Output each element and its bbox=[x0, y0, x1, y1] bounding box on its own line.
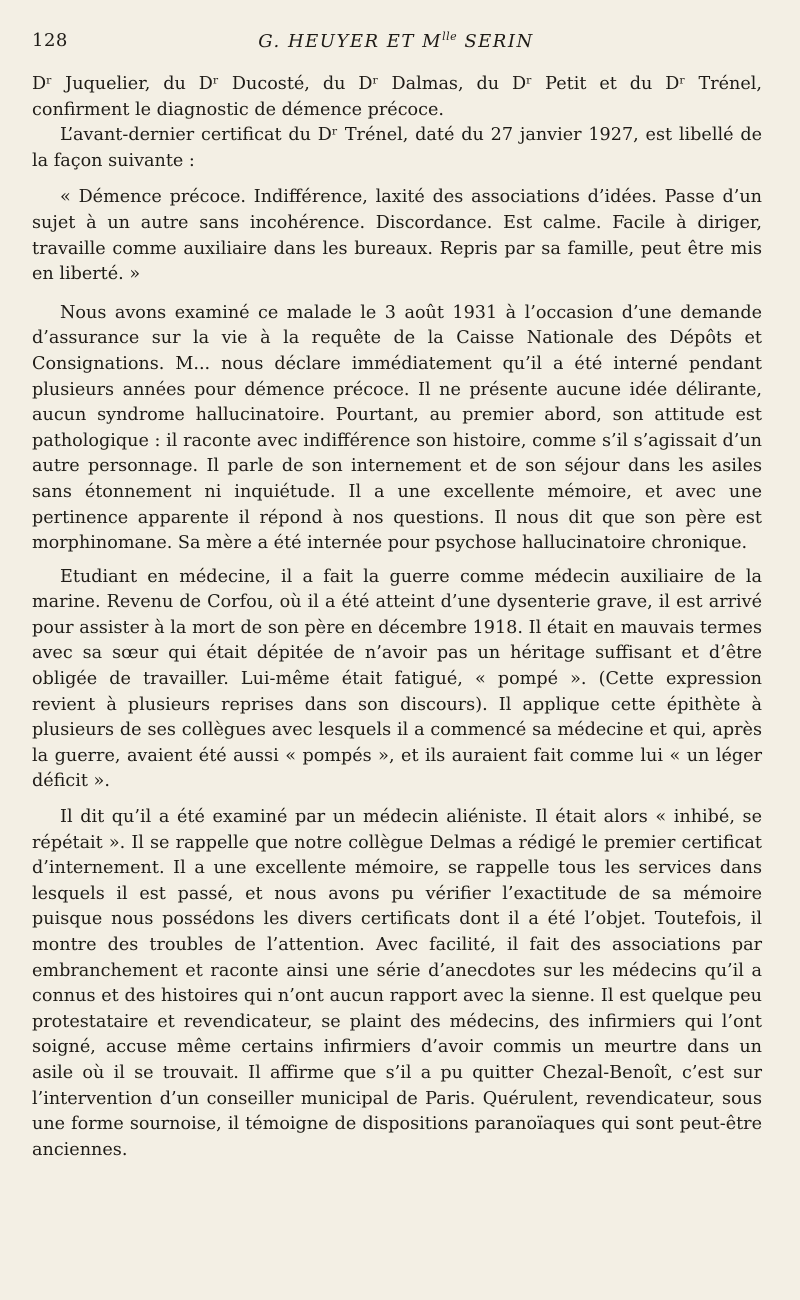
paragraph-observations: Il dit qu’il a été examiné par un médecin aliéniste. Il était alors « inhibé, se répétait ». Il se rappelle que notre collègue Delmas a rédigé le premier certificat d’internement. Il a une excellente mémoire, se rappelle tous les services dans lesquels il est passé, et nous avons pu vérifier l’exactitude de sa mémoire puisque nous possédons les divers certificats dont il a été l’objet. Toutefois, il montre des troubles de l’attention. Avec facilité, il fait des associations par embranchement et raconte ainsi une série d’anecdotes sur les médecins qu’il a connus et des histoires qui n’ont aucun rapport avec la sienne. Il est quelque peu protestataire et revendicateur, se plaint des médecins, des infirmiers qui l’ont soigné, accuse même certains infirmiers d’avoir commis un meurtre dans un asile où il se trouvait. Il affirme que s’il a pu quitter Chezal-Benoît, c’est sur l’intervention d’un conseiller municipal de Paris. Quérulent, revendicateur, sous une forme sournoise, il témoigne de dispositions paranoïaques qui sont peut-être anciennes. bbox=[32, 807, 762, 1160]
running-head-superscript: lle bbox=[442, 30, 458, 43]
running-head-authors: G. HEUYER ET M bbox=[258, 31, 443, 52]
page-number: 128 bbox=[32, 30, 68, 51]
paragraph-continuation: Dʳ Juquelier, du Dʳ Ducosté, du Dʳ Dalmas, du Dʳ Petit et du Dʳ Trénel, confirment le diagnostic de démence précoce. bbox=[32, 74, 762, 120]
running-head bbox=[32, 30, 760, 52]
paragraph-certificate-quote: « Démence précoce. Indifférence, laxité des associations d’idées. Passe d’un sujet à un autre sans incohérence. Discordance. Est calme. Facile à diriger, travaille comme auxiliaire dans les bureaux. Repris par sa famille, peut être mis en liberté. » bbox=[32, 187, 762, 285]
page-header bbox=[32, 30, 760, 58]
running-head-end: SERIN bbox=[457, 31, 534, 52]
body-text bbox=[32, 72, 762, 1163]
paragraph-certificate-intro: L’avant-dernier certificat du Dʳ Trénel, daté du 27 janvier 1927, est libellé de la façon suivante : bbox=[32, 125, 762, 171]
paragraph-history: Etudiant en médecine, il a fait la guerre comme médecin auxiliaire de la marine. Revenu de Corfou, où il a été atteint d’une dysenterie grave, il est arrivé pour assister à la mort de son père en décembre 1918. Il était en mauvais termes avec sa sœur qui était dépitée de n’avoir pas un héritage suffisant et d’être obligée de travailler. Lui-même était fatigué, « pompé ». (Cette expression revient à plusieurs reprises dans son discours). Il applique cette épithète à plusieurs de ses collègues avec lesquels il a commencé sa médecine et qui, après la guerre, avaient été aussi « pompés », et ils auraient fait comme lui « un léger déficit ». bbox=[32, 566, 762, 792]
paragraph-examination: Nous avons examiné ce malade le 3 août 1931 à l’occasion d’une demande d’assurance sur la vie à la requête de la Caisse Nationale des Dépôts et Consignations. M... nous déclare immédiatement qu’il a été interné pendant plusieurs années pour démence précoce. Il ne présente aucune idée délirante, aucun syndrome hallucinatoire. Pourtant, au premier abord, son attitude est pathologique : il raconte avec indifférence son histoire, comme s’il s’agissait d’un autre personnage. Il parle de son internement et de son séjour dans les asiles sans étonnement ni inquiétude. Il a une excellente mémoire, et avec une pertinence apparente il répond à nos questions. Il nous dit que son père est morphinomane. Sa mère a été internée pour psychose hallucinatoire chronique. bbox=[32, 302, 762, 554]
